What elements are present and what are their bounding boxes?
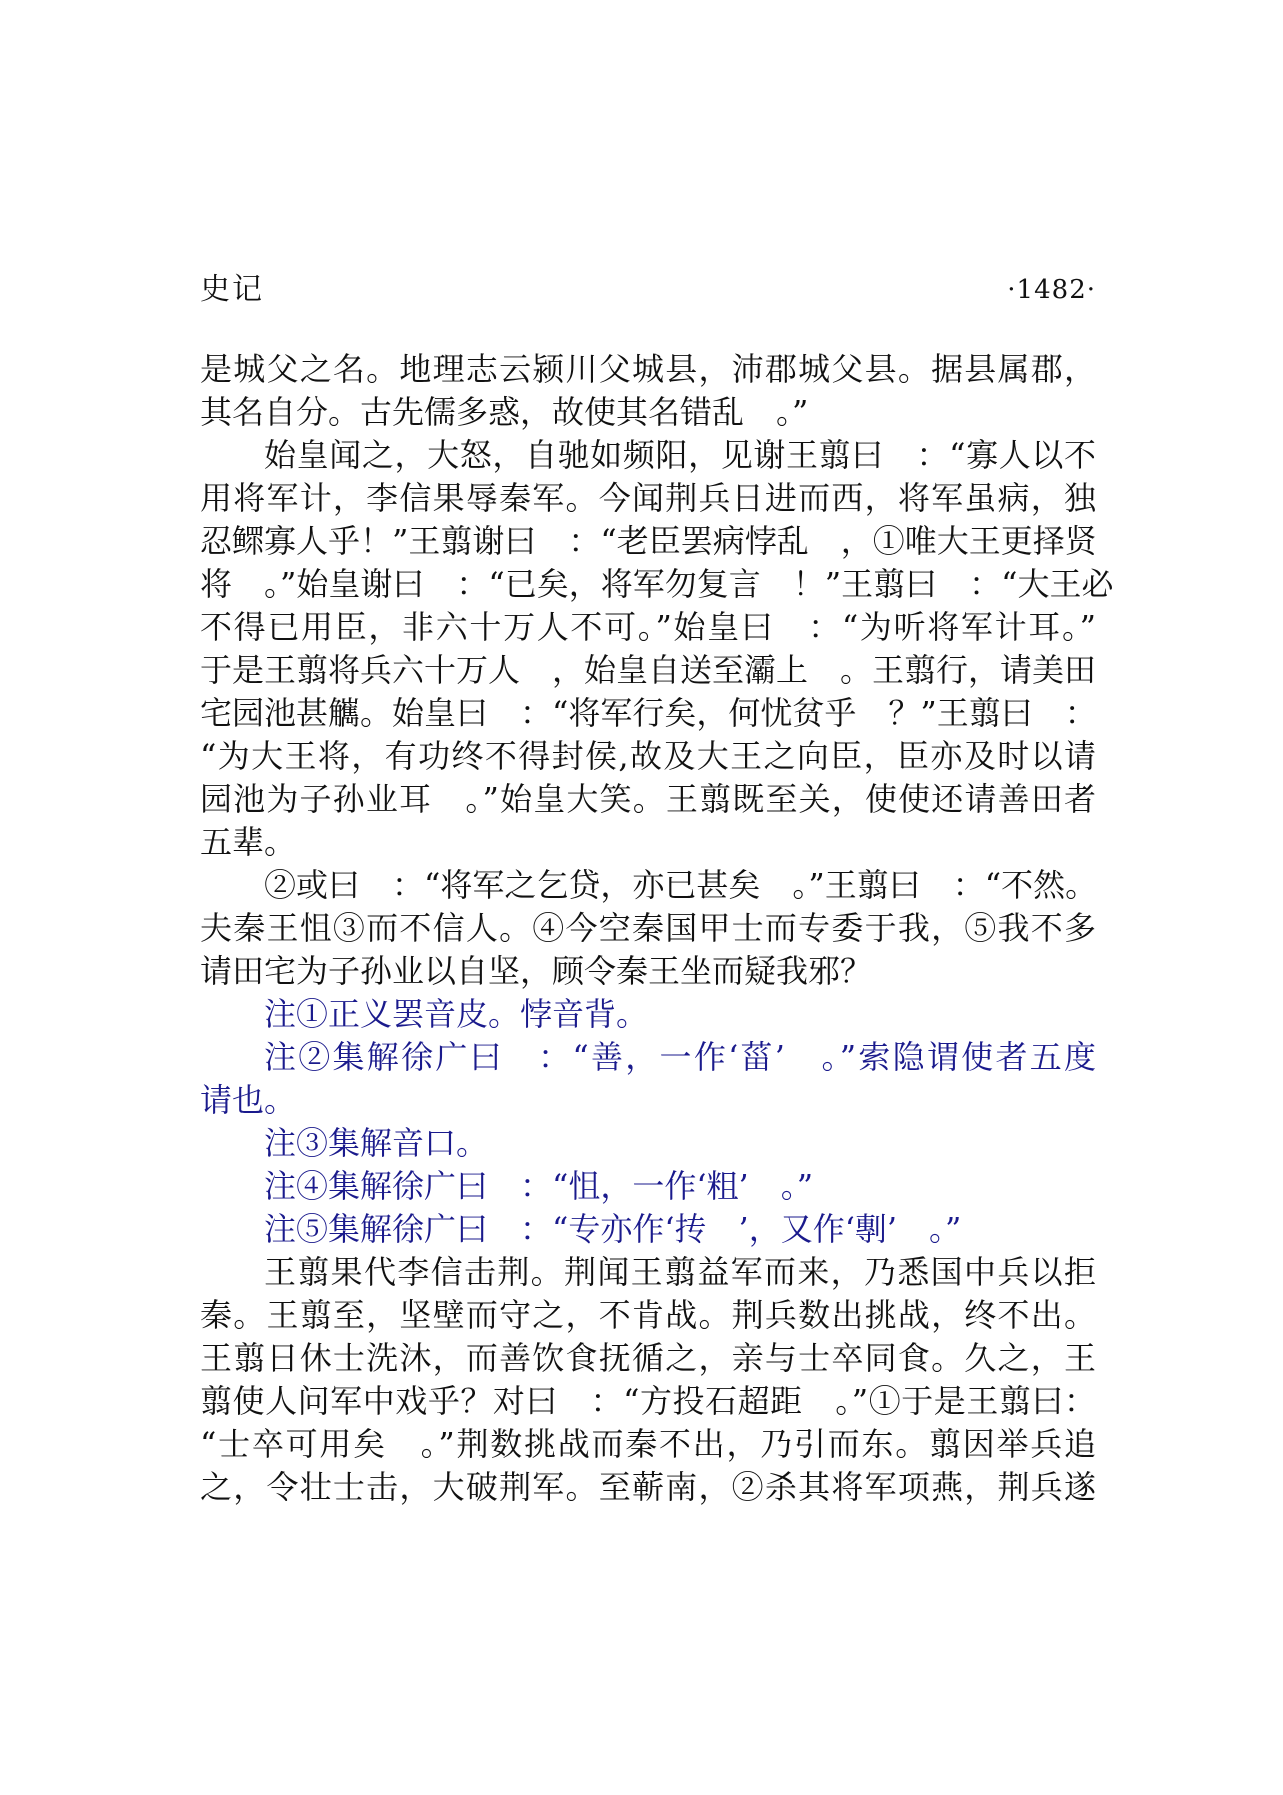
text-line: 翦使人问军中戏乎？对曰 ：“方投石超距 。”①于是王翦曰：: [200, 1382, 1096, 1420]
text-line: 王翦日休士洗沐，而善饮食抚循之，亲与士卒同食。久之，王: [200, 1339, 1096, 1377]
body-text: [200, 348, 1114, 1509]
page-number: ·1482·: [1007, 275, 1096, 305]
text-line: 请田宅为子孙业以自坚，顾令秦王坐而疑我邪？: [200, 952, 873, 990]
text-line: 王翦果代李信击荆。荆闻王翦益军而来，乃悉国中兵以拒: [264, 1253, 1096, 1291]
page-header: [200, 268, 1096, 312]
annotation-line: 注①正义罢音皮。悖音背。: [264, 995, 649, 1033]
annotation-line: 注④集解徐广曰 ：“怚，一作‘粗’ 。”: [264, 1167, 814, 1205]
text-line: 秦。王翦至，坚壁而守之，不肯战。荆兵数出挑战，终不出。: [200, 1296, 1096, 1334]
text-line: “士卒可用矣 。”荆数挑战而秦不出，乃引而东。翦因举兵追: [200, 1425, 1096, 1463]
text-line: 其名自分。古先儒多惑，故使其名错乱 。”: [200, 393, 809, 431]
text-line: 将 。”始皇谢曰 ：“已矣，将军勿复言 ！”王翦曰 ：“大王必: [200, 565, 1114, 603]
annotation-line: 注②集解徐广曰 ：“善，一作‘菑’ 。”索隐谓使者五度: [264, 1038, 1096, 1076]
text-line: 不得已用臣，非六十万人不可。”始皇曰 ：“为听将军计耳。”: [200, 608, 1096, 646]
text-line: 五辈。: [200, 823, 297, 861]
text-line: 始皇闻之，大怒，自驰如频阳，见谢王翦曰 ：“寡人以不: [264, 436, 1096, 474]
text-line: “为大王将，有功终不得封侯,故及大王之向臣，臣亦及时以请: [200, 737, 1096, 775]
text-line: 是城父之名。地理志云颍川父城县，沛郡城父县。据县属郡，: [200, 350, 1096, 388]
text-line: ②或曰 ：“将军之乞贷，亦已甚矣 。”王翦曰 ：“不然。: [264, 866, 1098, 904]
text-line: 用将军计，李信果辱秦军。今闻荆兵日进而西，将军虽病，独: [200, 479, 1096, 517]
annotation-line: 请也。: [200, 1081, 297, 1119]
text-line: 于是王翦将兵六十万人 ，始皇自送至灞上 。王翦行，请美田: [200, 651, 1097, 689]
text-line: 忍鳏寡人乎！”王翦谢曰 ：“老臣罢病悖乱 ，①唯大王更择贤: [200, 522, 1097, 560]
text-line: 宅园池甚觽。始皇曰 ：“将军行矣，何忧贫乎 ？”王翦曰 ：: [200, 694, 1097, 732]
book-title: 史记: [200, 272, 264, 307]
text-line: 夫秦王怚③而不信人。④今空秦国甲士而专委于我，⑤我不多: [200, 909, 1096, 947]
text-line: 园池为子孙业耳 。”始皇大笑。王翦既至关，使使还请善田者: [200, 780, 1096, 818]
annotation-line: 注⑤集解徐广曰 ：“专亦作‘抟 ’，又作‘剸’ 。”: [264, 1210, 962, 1248]
text-line: 之，令壮士击，大破荆军。至蕲南，②杀其将军项燕，荆兵遂: [200, 1468, 1096, 1506]
annotation-line: 注③集解音口。: [264, 1124, 489, 1162]
